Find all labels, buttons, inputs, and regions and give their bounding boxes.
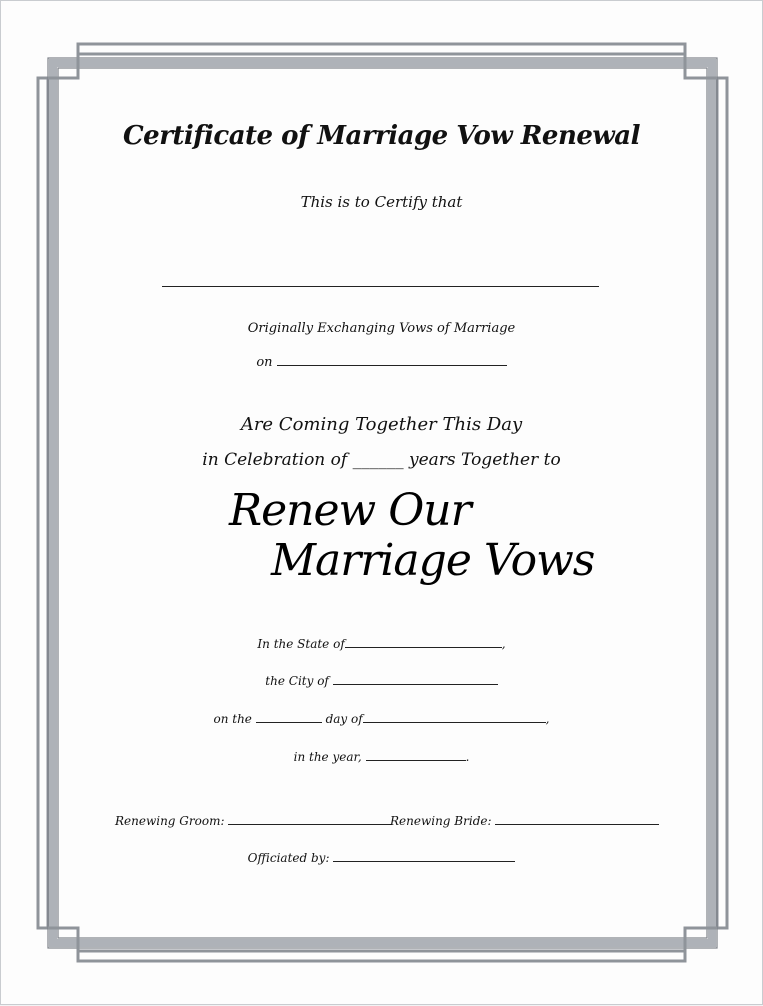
groom-signature-line <box>228 824 392 825</box>
bride-signature-line <box>495 824 659 825</box>
originally-text: Originally Exchanging Vows of Marriage <box>247 321 516 336</box>
on-label: on <box>256 355 273 370</box>
original-date-line <box>277 365 507 366</box>
day-suffix: , <box>545 712 550 726</box>
officiant-signature-line <box>333 861 515 862</box>
celebration-post: years Together to <box>409 450 561 470</box>
officiated-label: Officiated by: <box>247 851 330 865</box>
year-row <box>1 750 762 764</box>
groom-row <box>115 814 392 828</box>
month-line <box>363 722 546 723</box>
year-label: in the year, <box>293 750 362 764</box>
year-line <box>366 760 466 761</box>
state-label: In the State of <box>257 637 345 651</box>
officiant-row <box>1 851 762 865</box>
coming-together-text: Are Coming Together This Day <box>240 414 523 435</box>
certificate-title: Certificate of Marriage Vow Renewal <box>122 121 641 151</box>
day-number-line <box>256 722 322 723</box>
state-row <box>1 637 762 651</box>
celebration-row <box>1 450 762 470</box>
renew-heading-line2: Marriage Vows <box>271 535 595 586</box>
state-line <box>345 647 502 648</box>
years-blank: ______ <box>352 450 404 470</box>
city-line <box>333 684 498 685</box>
city-label: the City of <box>265 674 329 688</box>
couple-names-line <box>162 286 599 287</box>
day-of-label: day of <box>325 712 363 726</box>
bride-row <box>390 814 659 828</box>
celebration-pre: in Celebration of <box>202 450 348 470</box>
bride-label: Renewing Bride: <box>390 814 492 828</box>
certify-text: This is to Certify that <box>300 193 463 211</box>
year-suffix: . <box>465 750 470 764</box>
on-the-label: on the <box>213 712 252 726</box>
original-date-row <box>1 355 762 370</box>
groom-label: Renewing Groom: <box>115 814 225 828</box>
city-row <box>1 674 762 688</box>
state-suffix: , <box>501 637 506 651</box>
day-row <box>1 712 762 726</box>
renew-heading-line1: Renew Our <box>229 485 471 536</box>
